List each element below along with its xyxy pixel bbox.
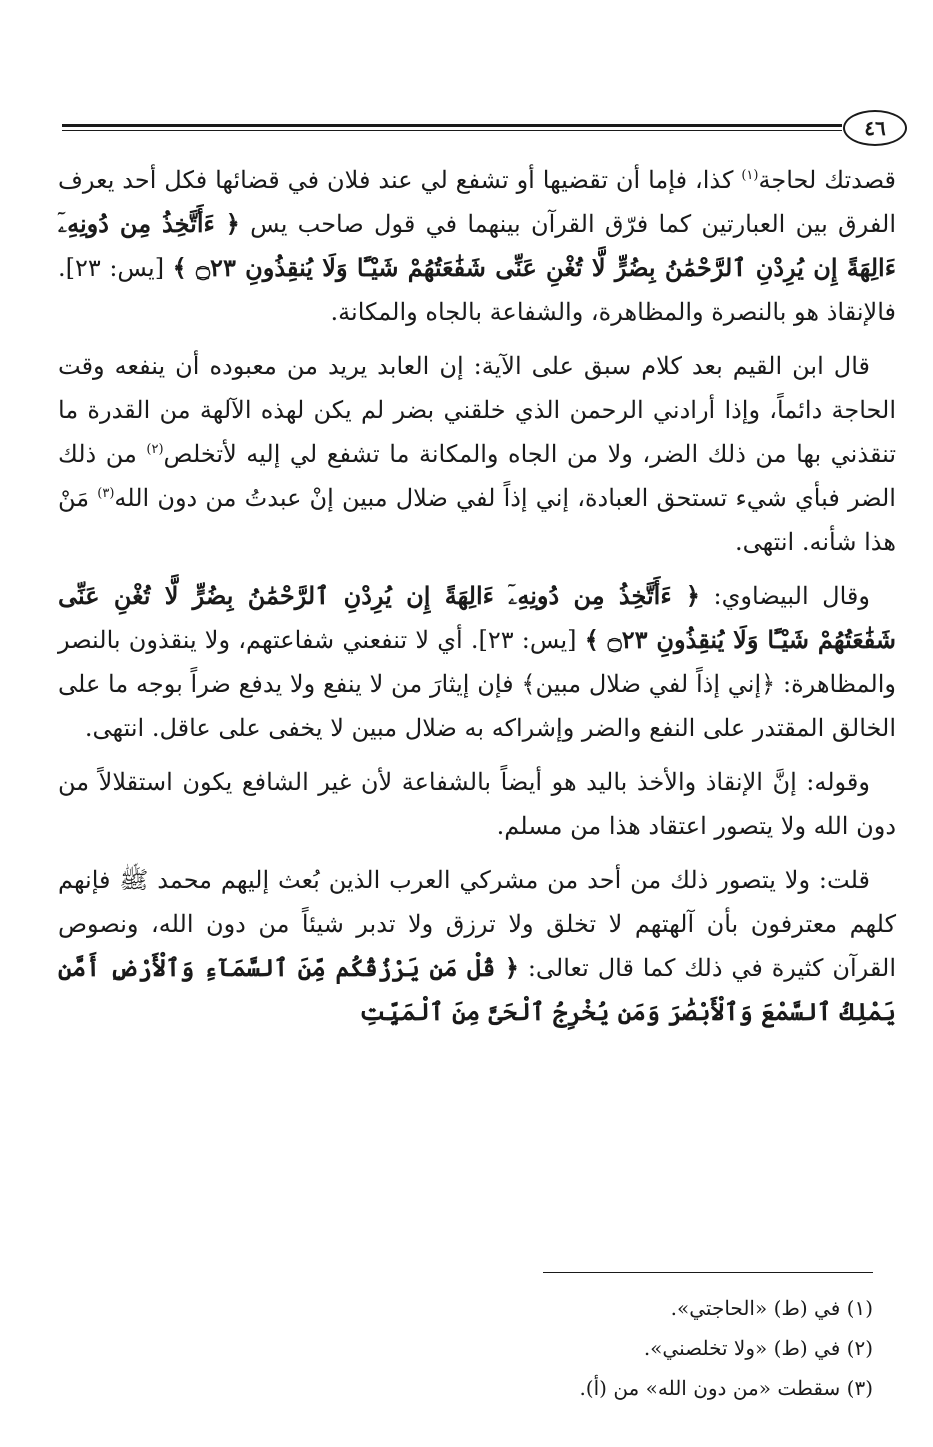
paragraph-text: قصدتك لحاجة (758, 166, 897, 194)
paragraph-text: كذا، فإما أن تقضيها أو تشفع لي عند فلان في قضائها فكل أحد يعرف الفرق بين العبارتين كما فرّق القرآن بينهما في قول صاحب يس (58, 166, 897, 238)
footnote-marker: (٢) (146, 442, 164, 457)
paragraph (58, 344, 896, 564)
footnotes (173, 1288, 873, 1408)
paragraph-text: قلت: ولا يتصور ذلك من أحد من مشركي العرب الذين بُعث إليهم محمد ﷺ فإنهم كلهم معترفون بأن آلهتهم لا تخلق ولا ترزق ولا تدبر شيئاً من دون الله، ونصوص القرآن كثيرة في ذلك كما قال تعالى: (58, 866, 896, 982)
footnote: (٢) في (ط) «ولا تخلصني». (643, 1336, 873, 1360)
quran-verse: ﴿ قُلْ مَن يَرْزُقُكُم مِّنَ ٱلسَّمَآءِ وَٱلْأَرْضِ أَمَّن يَمْلِكُ ٱلسَّمْعَ وَٱلْأَبْصَٰرَ وَمَن يُخْرِجُ ٱلْحَىَّ مِنَ ٱلْمَيِّتِ (58, 953, 896, 1026)
footnote-marker: (١) (741, 168, 759, 183)
footnote: (٣) سقطت «من دون الله» من (أ). (579, 1376, 873, 1400)
paragraph-text: وقال البيضاوي: (699, 582, 870, 610)
quran-verse: ﴿ ءَأَتَّخِذُ مِن دُونِهِۦٓ ءَالِهَةً إِن يُرِدْنِ ٱلرَّحْمَٰنُ بِضُرٍّ لَّا تُغْنِ عَنِّى شَفَٰعَتُهُمْ شَيْـًٔا وَلَا يُنقِذُونِ ۝٢٣ ﴾ (58, 581, 897, 654)
paragraph (58, 574, 896, 750)
paragraph-text: وقوله: إنَّ الإنقاذ والأخذ باليد هو أيضاً بالشفاعة لأن غير الشافع يكون استقلالاً من دون الله ولا يتصور اعتقاد هذا من مسلم. (58, 768, 896, 840)
header-rule (62, 124, 842, 131)
paragraph-text: قال ابن القيم بعد كلام سبق على الآية: إن العابد يريد من معبوده أن ينفعه وقت الحاجة دائماً، وإذا أرادني الرحمن الذي خلقني بضر لم يكن لهذه الآلهة من القدرة ما تنقذني بها من ذلك الضر، ولا من الجاه والمكانة ما تشفع لي إليه لأتخلص (58, 352, 897, 468)
paragraph-text: [يس: ٢٣]. فالإنقاذ هو بالنصرة والمظاهرة، والشفاعة بالجاه والمكانة. (58, 254, 896, 326)
paragraph (58, 760, 896, 848)
page-number: ٤٦ (843, 110, 907, 146)
footnote: (١) في (ط) «الحاجتي». (670, 1296, 873, 1320)
footnote-separator (543, 1272, 873, 1273)
paragraph-text: من ذلك الضر فبأي شيء تستحق العبادة، إني إذاً لفي ضلال مبين إنْ عبدتُ من دون الله (58, 440, 896, 512)
footnote-marker: (٣) (97, 486, 115, 501)
quran-verse: ﴿ ءَأَتَّخِذُ مِن دُونِهِۦٓ ءَالِهَةً إِن يُرِدْنِ ٱلرَّحْمَٰنُ بِضُرٍّ لَّا تُغْنِ عَنِّى شَفَٰعَتُهُمْ شَيْـًٔا وَلَا يُنقِذُونِ ۝٢٣ ﴾ (58, 209, 897, 282)
paragraph-text: مَنْ هذا شأنه. انتهى. (58, 484, 896, 556)
paragraph (58, 858, 896, 1034)
body-text (58, 158, 896, 1044)
page-header (62, 110, 907, 150)
paragraph-text: [يس: ٢٣]. أي لا تنفعني شفاعتهم، ولا ينقذون بالنصر والمظاهرة: ﴿إني إذاً لفي ضلال مبين﴾ فإن إيثارَ من لا ينفع ولا يدفع ضراً بوجه ما على الخالق المقتدر على النفع والضر وإشراكه به ضلال مبين لا يخفى على عاقل. انتهى. (58, 626, 896, 742)
paragraph (58, 158, 896, 334)
